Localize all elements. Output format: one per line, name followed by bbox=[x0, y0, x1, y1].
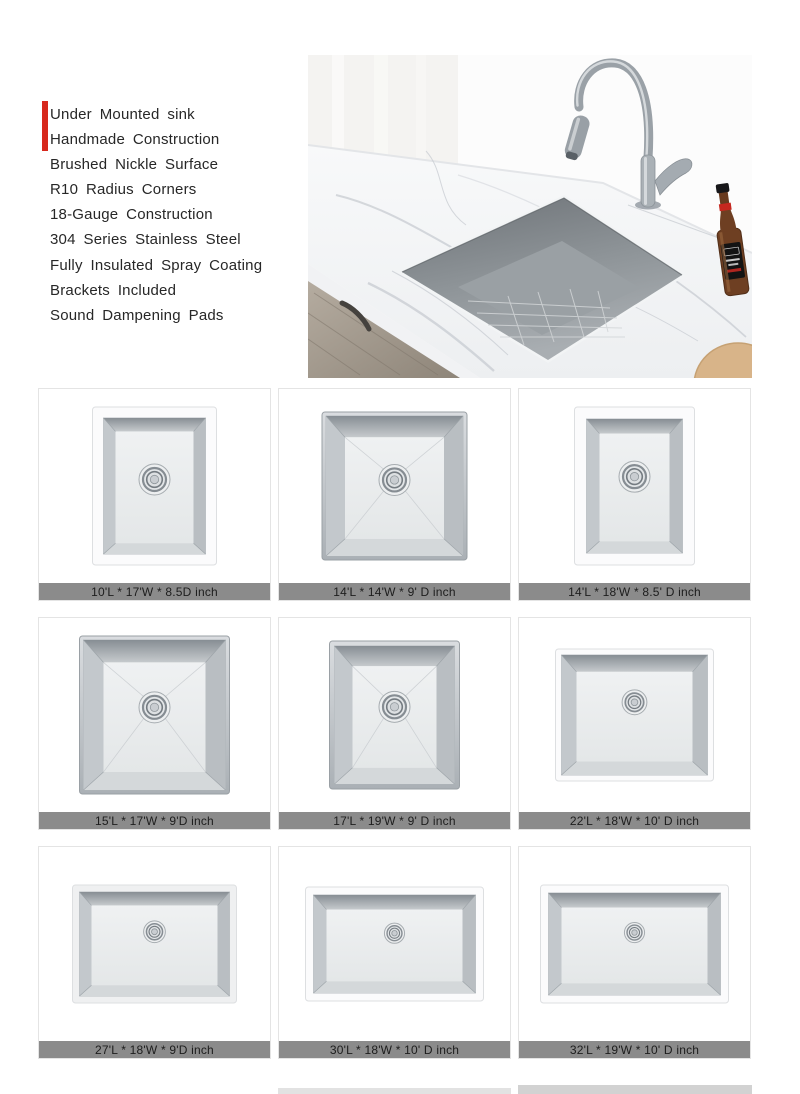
product-card bbox=[518, 388, 751, 601]
size-caption: 32'L * 19'W * 10' D inch bbox=[519, 1041, 750, 1058]
sink-image bbox=[519, 389, 750, 583]
size-caption: 15'L * 17'W * 9'D inch bbox=[39, 812, 270, 829]
red-accent-bar bbox=[42, 101, 48, 151]
feature-item: Brushed Nickle Surface bbox=[50, 156, 219, 174]
product-card bbox=[518, 617, 751, 830]
sink-image bbox=[279, 847, 510, 1041]
size-caption: 14'L * 14'W * 9' D inch bbox=[279, 583, 510, 600]
drain-icon bbox=[144, 921, 166, 943]
sink-illustration bbox=[519, 389, 750, 583]
feature-item: Brackets Included bbox=[50, 281, 177, 299]
drain-icon bbox=[139, 464, 170, 495]
feature-item: Fully Insulated Spray Coating bbox=[50, 256, 263, 274]
feature-list bbox=[50, 102, 262, 328]
sink-illustration bbox=[279, 389, 510, 583]
drain-icon bbox=[384, 923, 404, 943]
product-card bbox=[278, 846, 511, 1059]
sink-illustration bbox=[39, 389, 270, 583]
feature-item: Handmade Construction bbox=[50, 131, 220, 149]
sink-illustration bbox=[519, 847, 750, 1041]
sink-image bbox=[39, 389, 270, 583]
product-card bbox=[518, 846, 751, 1059]
cropped-next-row-fragment bbox=[518, 1085, 752, 1094]
feature-item: R10 Radius Corners bbox=[50, 181, 197, 199]
product-card bbox=[278, 617, 511, 830]
drain-icon bbox=[624, 922, 644, 942]
size-caption: 10'L * 17'W * 8.5D inch bbox=[39, 583, 270, 600]
feature-item: 304 Series Stainless Steel bbox=[50, 231, 241, 249]
feature-item: Under Mounted sink bbox=[50, 106, 195, 123]
sink-illustration bbox=[39, 847, 270, 1041]
product-card bbox=[38, 846, 271, 1059]
size-caption: 30'L * 18'W * 10' D inch bbox=[279, 1041, 510, 1058]
feature-item: Sound Dampening Pads bbox=[50, 306, 224, 324]
sink-illustration bbox=[519, 618, 750, 812]
sink-illustration bbox=[279, 618, 510, 812]
cropped-next-row-fragment bbox=[278, 1088, 511, 1094]
product-card bbox=[278, 388, 511, 601]
size-caption: 22'L * 18'W * 10' D inch bbox=[519, 812, 750, 829]
sink-image bbox=[279, 618, 510, 812]
product-card bbox=[38, 617, 271, 830]
size-caption: 14'L * 18'W * 8.5' D inch bbox=[519, 583, 750, 600]
sink-image bbox=[39, 618, 270, 812]
sink-illustration bbox=[279, 847, 510, 1041]
sink-image bbox=[39, 847, 270, 1041]
size-caption: 27'L * 18'W * 9'D inch bbox=[39, 1041, 270, 1058]
sink-image bbox=[279, 389, 510, 583]
drain-icon bbox=[619, 461, 650, 492]
sink-image bbox=[519, 618, 750, 812]
product-card bbox=[38, 388, 271, 601]
drain-icon bbox=[379, 691, 410, 722]
drain-icon bbox=[379, 464, 410, 495]
sink-illustration bbox=[39, 618, 270, 812]
size-caption: 17'L * 19'W * 9' D inch bbox=[279, 812, 510, 829]
drain-icon bbox=[622, 690, 647, 715]
product-photo bbox=[308, 55, 752, 378]
sink-image bbox=[519, 847, 750, 1041]
drain-icon bbox=[139, 692, 170, 723]
hero-illustration bbox=[308, 55, 752, 378]
feature-item: 18-Gauge Construction bbox=[50, 206, 213, 224]
